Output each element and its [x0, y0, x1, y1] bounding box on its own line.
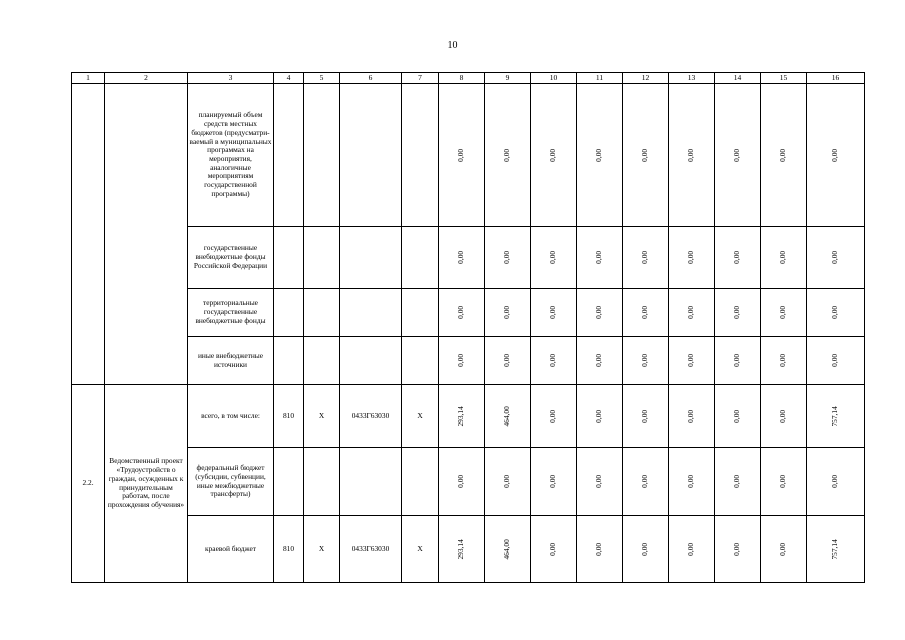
value-text: 0,00 — [594, 354, 604, 367]
row-number-cell — [72, 84, 105, 385]
table-row — [72, 385, 865, 448]
table-row — [72, 227, 865, 289]
value-text: 0,00 — [548, 306, 558, 319]
value-cell — [669, 516, 715, 583]
value-text: 0,00 — [594, 542, 604, 556]
value-text: 757,14 — [830, 405, 840, 427]
value-cell — [531, 448, 577, 516]
value-cell — [485, 516, 531, 583]
value-text: 0,00 — [686, 409, 696, 423]
value-cell — [761, 337, 807, 385]
header-cell: 16 — [807, 73, 865, 84]
value-text: 0,00 — [732, 148, 742, 162]
value-text: 0,00 — [456, 148, 466, 162]
value-cell — [485, 289, 531, 337]
value-text: 0,00 — [778, 354, 788, 367]
header-cell: 10 — [531, 73, 577, 84]
value-cell — [485, 448, 531, 516]
value-text: 0,00 — [640, 306, 650, 319]
value-cell — [715, 337, 761, 385]
table-row — [72, 337, 865, 385]
page-number: 10 — [447, 40, 458, 51]
value-cell — [807, 516, 865, 583]
value-text: 0,00 — [732, 354, 742, 367]
expense-code-cell — [402, 448, 439, 516]
value-cell — [439, 289, 485, 337]
cell-col-6 — [340, 84, 402, 227]
header-cell: 14 — [715, 73, 761, 84]
table-row — [72, 289, 865, 337]
value-cell — [577, 289, 623, 337]
value-cell — [669, 289, 715, 337]
value-text: 0,00 — [502, 354, 512, 367]
table-row — [72, 448, 865, 516]
value-text: 0,00 — [502, 148, 512, 162]
value-cell — [807, 84, 865, 227]
value-text: 0,00 — [594, 251, 604, 264]
table-header-row — [72, 73, 865, 84]
value-cell — [669, 337, 715, 385]
value-cell — [669, 385, 715, 448]
value-cell — [531, 337, 577, 385]
cell-col-5 — [304, 84, 340, 227]
header-cell: 5 — [304, 73, 340, 84]
value-cell — [715, 289, 761, 337]
value-cell — [531, 516, 577, 583]
value-text: 0,00 — [830, 306, 840, 319]
value-text: 0,00 — [686, 475, 696, 488]
value-text: 0,00 — [640, 354, 650, 367]
value-cell — [485, 84, 531, 227]
value-cell — [577, 337, 623, 385]
funding-source-cell: краевой бюджет — [188, 516, 274, 583]
ministry-code-cell — [274, 448, 304, 516]
value-text: 0,00 — [640, 148, 650, 162]
value-text: 0,00 — [594, 306, 604, 319]
cell-col-7 — [402, 84, 439, 227]
value-cell — [439, 337, 485, 385]
row-number-cell: 2.2. — [72, 385, 105, 583]
value-text: 0,00 — [640, 542, 650, 556]
cell-col-5 — [304, 289, 340, 337]
value-cell — [531, 84, 577, 227]
ministry-code-cell: 810 — [274, 385, 304, 448]
value-text: 0,00 — [686, 148, 696, 162]
ministry-code-cell: 810 — [274, 516, 304, 583]
section-code-cell: X — [304, 385, 340, 448]
value-cell — [761, 385, 807, 448]
cell-col-7 — [402, 337, 439, 385]
value-cell — [577, 516, 623, 583]
cell-col-6 — [340, 337, 402, 385]
header-cell: 4 — [274, 73, 304, 84]
value-text: 0,00 — [778, 251, 788, 264]
header-cell: 12 — [623, 73, 669, 84]
target-code-cell: 0433Г63030 — [340, 516, 402, 583]
value-text: 0,00 — [732, 542, 742, 556]
header-cell: 7 — [402, 73, 439, 84]
funding-source-cell: иные внебюджетные источники — [188, 337, 274, 385]
header-cell: 13 — [669, 73, 715, 84]
value-cell — [439, 385, 485, 448]
project-name-cell: Ведомственный проект «Трудоустройств о граждан, осужденных к принудительным работам, после прохождения обучения» — [105, 385, 188, 583]
cell-col-5 — [304, 227, 340, 289]
value-text: 0,00 — [594, 409, 604, 423]
cell-col-4 — [274, 84, 304, 227]
target-code-cell — [340, 448, 402, 516]
section-code-cell: X — [304, 516, 340, 583]
value-cell — [807, 448, 865, 516]
value-cell — [761, 516, 807, 583]
header-cell: 15 — [761, 73, 807, 84]
value-text: 464,00 — [502, 405, 512, 427]
value-cell — [485, 227, 531, 289]
value-cell — [715, 227, 761, 289]
value-text: 0,00 — [548, 251, 558, 264]
value-cell — [485, 385, 531, 448]
cell-col-7 — [402, 289, 439, 337]
value-text: 293,14 — [456, 538, 466, 560]
value-text: 0,00 — [686, 251, 696, 264]
value-text: 0,00 — [830, 475, 840, 488]
value-cell — [715, 84, 761, 227]
value-text: 0,00 — [686, 306, 696, 319]
value-text: 0,00 — [830, 354, 840, 367]
value-text: 0,00 — [594, 148, 604, 162]
value-cell — [761, 289, 807, 337]
value-cell — [577, 385, 623, 448]
value-cell — [531, 289, 577, 337]
header-cell: 9 — [485, 73, 531, 84]
value-text: 0,00 — [456, 475, 466, 488]
value-text: 0,00 — [732, 409, 742, 423]
table-row — [72, 84, 865, 227]
row-name-cell — [105, 84, 188, 385]
value-text: 0,00 — [456, 306, 466, 319]
funding-source-cell: планируемый объем средств местных бюджетов (предусматри-ваемый в муниципальных программах на мероприятия, аналогичные мероприятиям государственной программы) — [188, 84, 274, 227]
value-cell — [669, 227, 715, 289]
value-text: 0,00 — [548, 148, 558, 162]
value-text: 0,00 — [502, 306, 512, 319]
value-cell — [761, 84, 807, 227]
funding-source-cell: всего, в том числе: — [188, 385, 274, 448]
value-text: 0,00 — [456, 251, 466, 264]
value-cell — [623, 289, 669, 337]
value-cell — [715, 516, 761, 583]
value-text: 0,00 — [830, 251, 840, 264]
value-cell — [623, 448, 669, 516]
table-row — [72, 516, 865, 583]
value-text: 0,00 — [778, 306, 788, 319]
value-text: 757,14 — [830, 538, 840, 560]
value-cell — [485, 337, 531, 385]
cell-col-4 — [274, 289, 304, 337]
value-text: 0,00 — [548, 354, 558, 367]
value-cell — [531, 385, 577, 448]
header-cell: 2 — [105, 73, 188, 84]
header-cell: 8 — [439, 73, 485, 84]
header-cell: 11 — [577, 73, 623, 84]
value-cell — [623, 227, 669, 289]
value-text: 0,00 — [778, 409, 788, 423]
value-cell — [623, 84, 669, 227]
value-text: 464,00 — [502, 538, 512, 560]
value-cell — [715, 448, 761, 516]
cell-col-6 — [340, 289, 402, 337]
value-cell — [669, 448, 715, 516]
value-text: 0,00 — [830, 148, 840, 162]
header-cell: 6 — [340, 73, 402, 84]
value-cell — [807, 227, 865, 289]
value-text: 0,00 — [456, 354, 466, 367]
value-cell — [807, 385, 865, 448]
value-cell — [623, 516, 669, 583]
value-cell — [439, 516, 485, 583]
header-cell: 3 — [188, 73, 274, 84]
value-cell — [807, 337, 865, 385]
target-code-cell: 0433Г63030 — [340, 385, 402, 448]
value-cell — [531, 227, 577, 289]
value-cell — [439, 84, 485, 227]
value-text: 0,00 — [732, 251, 742, 264]
header-cell: 1 — [72, 73, 105, 84]
value-text: 0,00 — [502, 251, 512, 264]
value-text: 0,00 — [548, 542, 558, 556]
value-text: 293,14 — [456, 405, 466, 427]
value-cell — [807, 289, 865, 337]
value-text: 0,00 — [686, 354, 696, 367]
value-text: 0,00 — [640, 409, 650, 423]
value-cell — [439, 448, 485, 516]
value-text: 0,00 — [686, 542, 696, 556]
value-text: 0,00 — [732, 306, 742, 319]
value-text: 0,00 — [778, 475, 788, 488]
value-cell — [623, 385, 669, 448]
expense-code-cell: X — [402, 385, 439, 448]
value-cell — [761, 448, 807, 516]
cell-col-7 — [402, 227, 439, 289]
cell-col-6 — [340, 227, 402, 289]
funding-source-cell: территориальные государственные внебюджетные фонды — [188, 289, 274, 337]
cell-col-4 — [274, 337, 304, 385]
value-text: 0,00 — [778, 542, 788, 556]
value-cell — [669, 84, 715, 227]
value-cell — [577, 227, 623, 289]
cell-col-5 — [304, 337, 340, 385]
value-cell — [577, 448, 623, 516]
value-text: 0,00 — [732, 475, 742, 488]
value-text: 0,00 — [548, 475, 558, 488]
value-cell — [761, 227, 807, 289]
value-text: 0,00 — [594, 475, 604, 488]
cell-col-4 — [274, 227, 304, 289]
value-text: 0,00 — [548, 409, 558, 423]
funding-source-cell: государственные внебюджетные фонды Российской Федерации — [188, 227, 274, 289]
budget-table — [71, 72, 865, 583]
value-cell — [715, 385, 761, 448]
value-text: 0,00 — [778, 148, 788, 162]
funding-source-cell: федеральный бюджет (субсидии, субвенции, иные межбюджетные трансферты) — [188, 448, 274, 516]
value-text: 0,00 — [640, 251, 650, 264]
value-cell — [577, 84, 623, 227]
value-text: 0,00 — [502, 475, 512, 488]
value-text: 0,00 — [640, 475, 650, 488]
value-cell — [439, 227, 485, 289]
value-cell — [623, 337, 669, 385]
section-code-cell — [304, 448, 340, 516]
expense-code-cell: X — [402, 516, 439, 583]
